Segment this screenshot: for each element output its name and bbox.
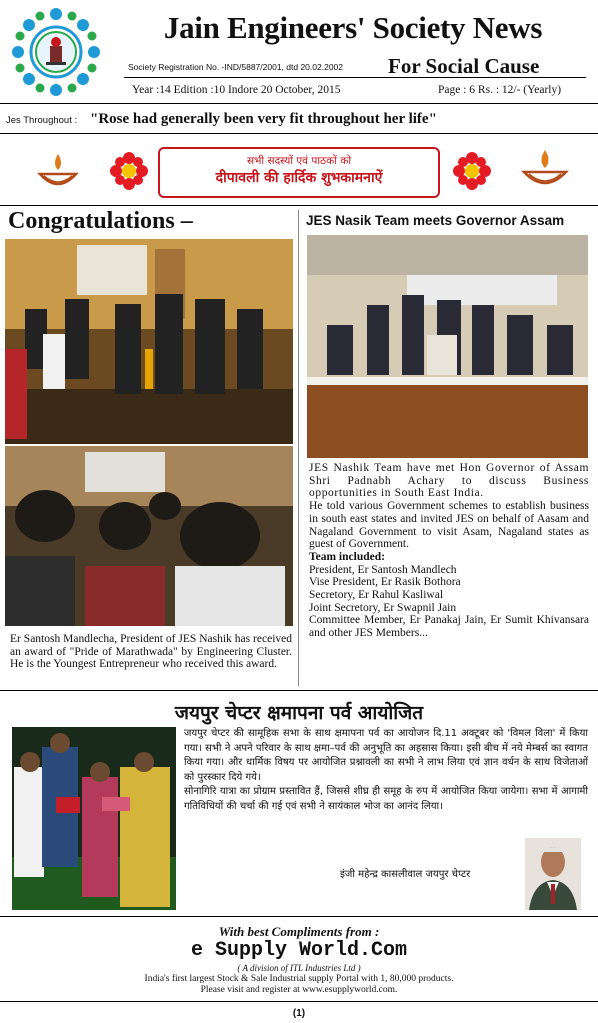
column-divider bbox=[298, 210, 299, 686]
team-member: Joint Secretory, Er Swapnil Jain bbox=[309, 601, 457, 614]
compliments-divider bbox=[0, 916, 598, 917]
team-member: Committee Member, Er Panakaj Jain, Er Sumit Khivansara and other JES Members... bbox=[309, 614, 589, 640]
sponsor-name: e Supply World.Com bbox=[190, 939, 408, 962]
sponsor-desc-line: India's first largest Stock & Sale Industrial supply Portal with 1, 80,000 products. bbox=[144, 974, 454, 984]
section-divider bbox=[0, 690, 598, 691]
flower-icon bbox=[110, 152, 148, 190]
jaipur-event-photo bbox=[12, 727, 176, 910]
author-portrait-photo bbox=[525, 838, 581, 910]
diwali-greeting-banner bbox=[158, 147, 440, 198]
compliments-line: With best Compliments from : bbox=[218, 924, 380, 939]
sponsor-desc-line: Please visit and register at www.esupplyworld.com. bbox=[200, 985, 398, 995]
sponsor-description bbox=[0, 974, 598, 996]
registration-number: Society Registration No. -IND/5887/2001, dtd 20.02.2002 bbox=[128, 62, 343, 72]
quote-divider bbox=[0, 133, 598, 134]
banner-divider bbox=[0, 205, 598, 206]
header-divider bbox=[0, 103, 598, 104]
congrats-caption: Er Santosh Mandlecha, President of JES Nashik has received an award of "Pride of Marathwada" by Engineering Cluster. He is the Youngest Entrepreneur who received this award. bbox=[10, 633, 292, 671]
newspaper-title: Jain Engineers' Society News bbox=[163, 10, 543, 45]
nasik-article bbox=[309, 462, 589, 640]
award-ceremony-photo bbox=[5, 239, 293, 444]
sponsor-division: ( A division of ITL Industries Ltd ) bbox=[237, 963, 361, 973]
price-info: Page : 6 Rs. : 12/- (Yearly) bbox=[438, 84, 562, 96]
congrats-heading: Congratulations – bbox=[8, 208, 193, 234]
nasik-paragraph-1: JES Nashik Team have met Hon Governor of Assam Shri Padnabh Achary to discuss Business opportunities in South East India. bbox=[309, 462, 589, 500]
nasik-paragraph-2: He told various Government schemes to establish business in south east states and invited JES on behalf of Aasam and Nagaland Government to visit Asam, Nagaland states as guest of Government. bbox=[309, 500, 589, 551]
jaipur-article bbox=[184, 727, 588, 815]
throughout-label: Jes Throughout : bbox=[6, 115, 78, 126]
footer-divider bbox=[0, 1001, 598, 1002]
nasik-heading: JES Nasik Team meets Governor Assam bbox=[306, 213, 565, 228]
masthead-rule bbox=[124, 77, 586, 78]
team-member: Vise President, Er Rasik Bothora bbox=[309, 576, 461, 589]
jaipur-heading: जयपुर चेप्टर क्षमापना पर्व आयोजित bbox=[174, 702, 424, 724]
jaipur-paragraph-1: जयपुर चेप्टर की सामूहिक सभा के साथ क्षमापना पर्व का आयोजन दि.11 अक्टूबर को 'विमल विला' में किया गया। सभी ने अपने परिवार के साथ क्षमा–पर्व की अनुभूति का अहसास किया। इसी बीच में नये मेम्बर्स का स्वागत किया गया। और धार्मिक विषय पर आयोजित प्रश्नावली का सभी ने लाभ लिया एवं ज्ञान वर्धन के साथ विजेताओं को पुरस्कार दिये गये। bbox=[184, 728, 588, 783]
diwali-line-1: सभी सदस्यों एवं पाठकों को bbox=[246, 155, 352, 167]
diya-lamp-icon bbox=[520, 146, 570, 194]
society-logo-icon bbox=[10, 6, 102, 98]
page-number: (1) bbox=[292, 1008, 306, 1019]
governor-meeting-photo bbox=[307, 235, 588, 458]
jaipur-signature: इंजी महेन्द्र कासलीवाल जयपुर चेप्टर bbox=[340, 869, 471, 880]
issue-info: Year :14 Edition :10 Indore 20 October, 2015 bbox=[132, 84, 341, 96]
tagline: For Social Cause bbox=[388, 54, 540, 78]
team-member: President, Er Santosh Mandlech bbox=[309, 563, 457, 576]
diya-lamp-icon bbox=[36, 150, 80, 194]
team-member: Secretory, Er Rahul Kasliwal bbox=[309, 589, 444, 602]
flower-icon bbox=[453, 152, 491, 190]
throughout-quote: "Rose had generally been very fit throughout her life" bbox=[90, 111, 437, 127]
team-heading: Team included: bbox=[309, 550, 385, 563]
award-audience-photo bbox=[5, 446, 293, 626]
jaipur-paragraph-2: सोनागिरि यात्रा का प्रोग्राम प्रस्तावित हैं, जिससे शीघ्र ही समूह के रुप में आयोजित किया जायेगा। सभा में आगामी गतिविधियों की चर्चा की गई एवं सभी ने सायंकाल भोज का आनंद लिया। bbox=[184, 786, 588, 812]
diwali-line-2: दीपावली की हार्दिक शुभकामनाऐं bbox=[215, 170, 383, 186]
